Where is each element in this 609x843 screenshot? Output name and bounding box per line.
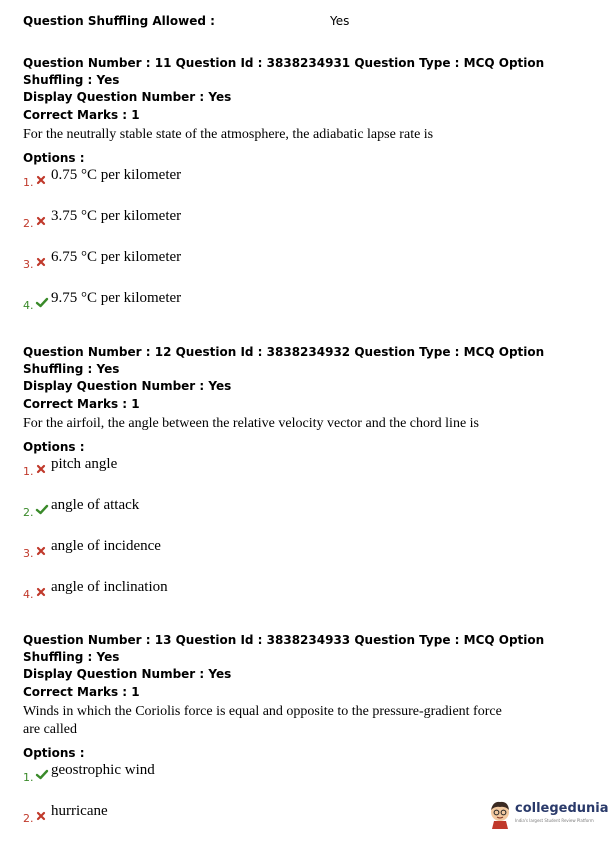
option-text: 0.75 °C per kilometer <box>51 167 182 183</box>
option-text: 6.75 °C per kilometer <box>51 249 182 265</box>
option-number: 2. <box>23 812 34 825</box>
option-3 <box>23 248 583 289</box>
mascot-icon <box>488 800 512 830</box>
check-icon <box>35 767 49 781</box>
option-3 <box>23 537 583 578</box>
option-text: pitch angle <box>51 456 118 472</box>
logo-name: collegedunia <box>515 801 609 816</box>
question-text: For the neutrally stable state of the atmosphere, the adiabatic lapse rate is <box>23 127 434 142</box>
cross-icon <box>35 461 49 475</box>
question-meta: Question Number : 11 Question Id : 3838234931 Question Type : MCQ Option Shuffling : Yes <box>23 56 545 87</box>
correct-marks: Correct Marks : 1 <box>23 108 140 122</box>
options-label: Options : <box>23 746 85 760</box>
cross-icon <box>35 584 49 598</box>
option-number: 2. <box>23 506 34 519</box>
options-label: Options : <box>23 151 85 165</box>
display-question-number: Display Question Number : Yes <box>23 667 232 681</box>
question-meta: Question Number : 12 Question Id : 3838234932 Question Type : MCQ Option Shuffling : Yes <box>23 345 545 376</box>
option-number: 1. <box>23 465 34 478</box>
cross-icon <box>35 213 49 227</box>
option-4 <box>23 578 583 619</box>
question-text-line-1: Winds in which the Coriolis force is equal and opposite to the pressure-gradient force <box>23 704 502 719</box>
option-1 <box>23 166 583 207</box>
display-question-number: Display Question Number : Yes <box>23 379 232 393</box>
option-text: angle of incidence <box>51 538 161 554</box>
option-text: angle of attack <box>51 497 140 513</box>
option-text: geostrophic wind <box>51 762 155 778</box>
question-meta: Question Number : 13 Question Id : 3838234933 Question Type : MCQ Option Shuffling : Yes <box>23 633 545 664</box>
correct-marks: Correct Marks : 1 <box>23 397 140 411</box>
option-1 <box>23 455 583 496</box>
option-text: 3.75 °C per kilometer <box>51 208 182 224</box>
shuffling-label: Question Shuffling Allowed : <box>23 14 215 28</box>
option-number: 2. <box>23 217 34 230</box>
option-number: 1. <box>23 176 34 189</box>
option-text: hurricane <box>51 803 108 819</box>
option-number: 3. <box>23 547 34 560</box>
option-text: angle of inclination <box>51 579 168 595</box>
question-block-12 <box>23 344 583 619</box>
question-text-line-2: are called <box>23 722 78 737</box>
option-text: 9.75 °C per kilometer <box>51 290 182 306</box>
option-number: 3. <box>23 258 34 271</box>
option-2 <box>23 496 583 537</box>
option-2 <box>23 207 583 248</box>
shuffling-value: Yes <box>330 14 350 28</box>
check-icon <box>35 295 49 309</box>
collegedunia-logo <box>488 798 609 832</box>
cross-icon <box>35 172 49 186</box>
shuffling-row <box>23 14 583 32</box>
cross-icon <box>35 543 49 557</box>
logo-tagline: India's largest Student Review Platform <box>515 818 594 823</box>
correct-marks: Correct Marks : 1 <box>23 685 140 699</box>
question-text: For the airfoil, the angle between the relative velocity vector and the chord line is <box>23 416 479 431</box>
question-block-11 <box>23 55 583 330</box>
option-number: 4. <box>23 299 34 312</box>
option-1 <box>23 761 583 802</box>
option-number: 1. <box>23 771 34 784</box>
options-label: Options : <box>23 440 85 454</box>
cross-icon <box>35 254 49 268</box>
option-number: 4. <box>23 588 34 601</box>
display-question-number: Display Question Number : Yes <box>23 90 232 104</box>
cross-icon <box>35 808 49 822</box>
check-icon <box>35 502 49 516</box>
option-4 <box>23 289 583 330</box>
